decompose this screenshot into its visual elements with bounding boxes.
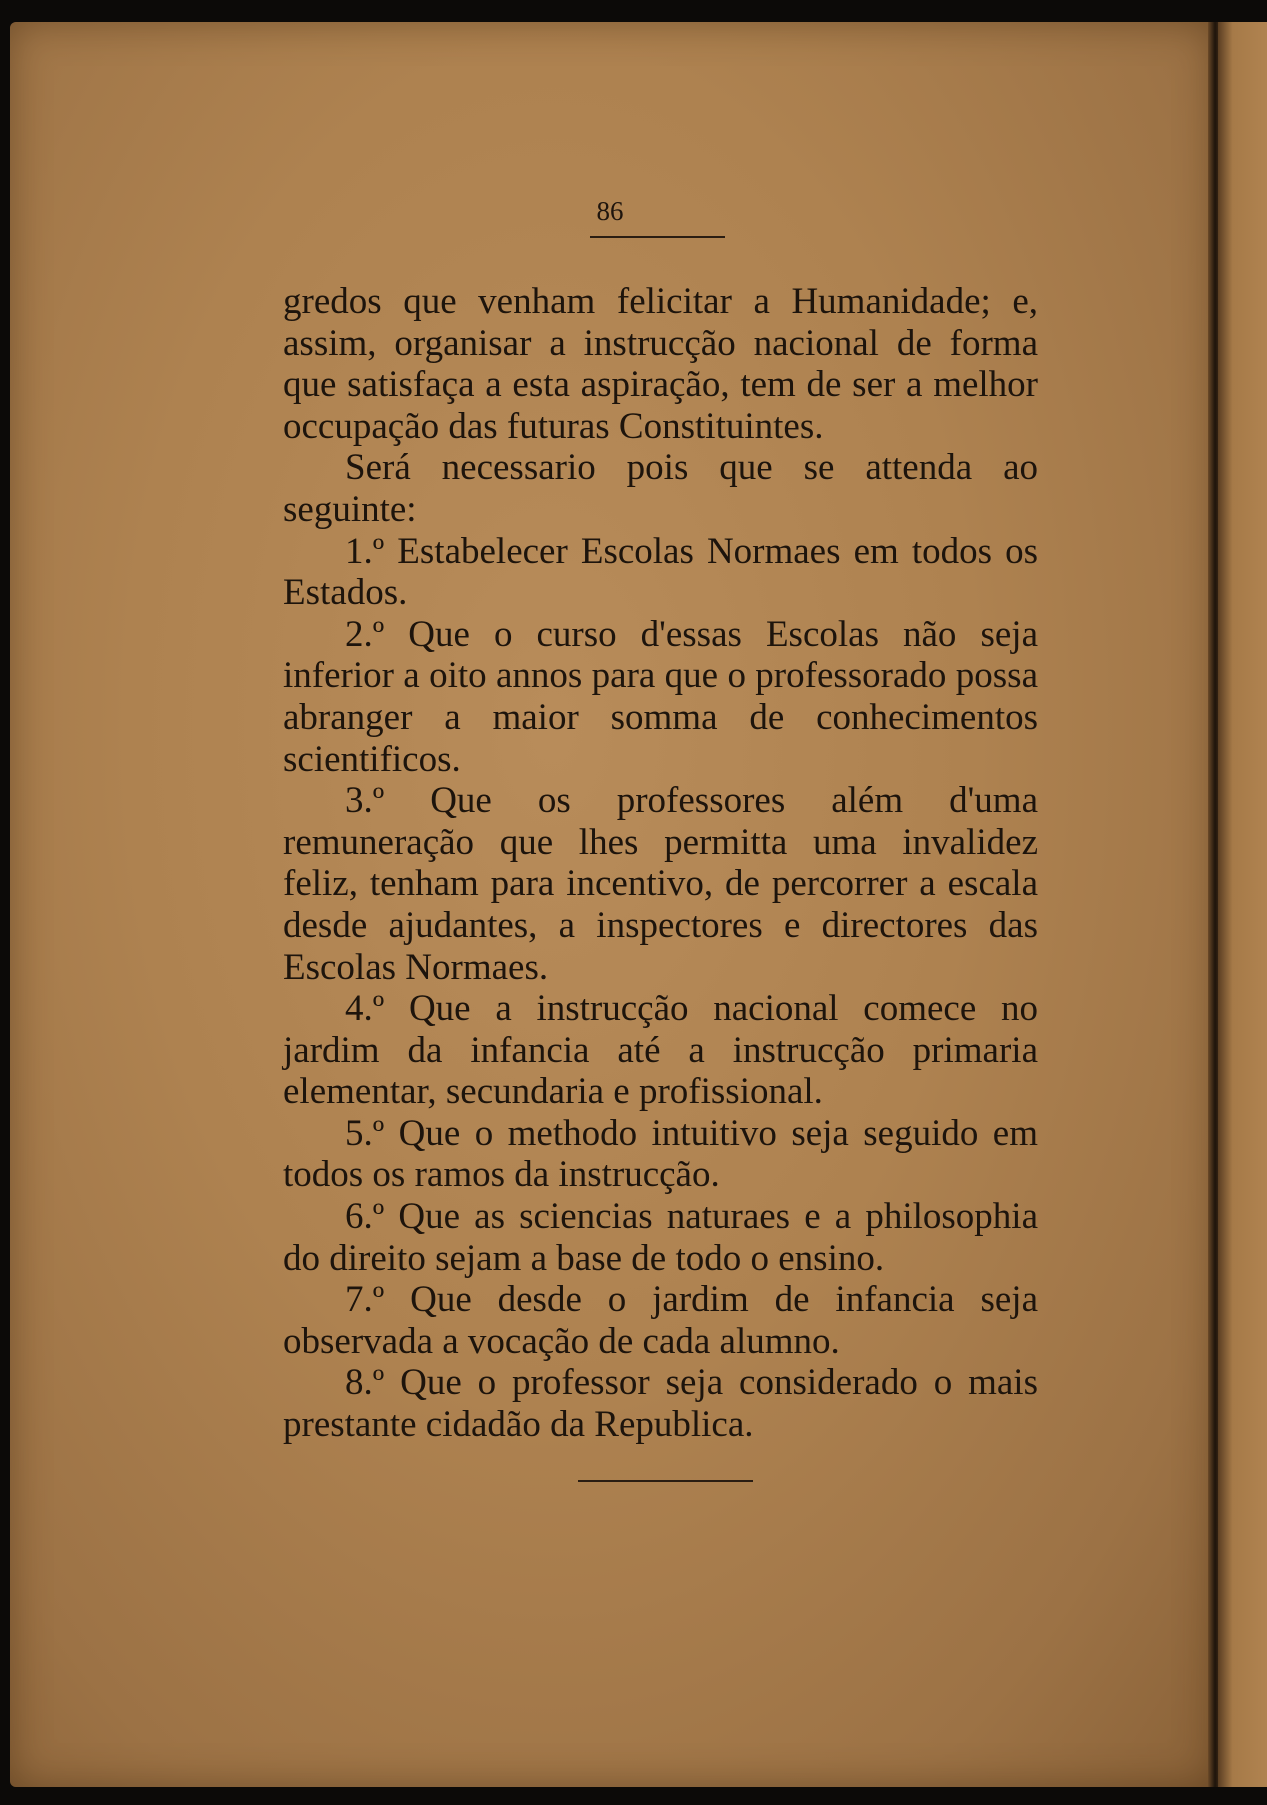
header-rule (590, 236, 725, 238)
list-item-3: 3.º Que os professores além d'uma remuneração que lhes permitta uma invalidez feliz, tenham para incentivo, de percorrer a escala desde ajudantes, a inspectores e directores das Escolas Normaes. (283, 780, 1038, 988)
page-number: 86 (596, 196, 624, 226)
list-item-8: 8.º Que o professor seja considerado o mais prestante cidadão da Republica. (283, 1362, 1038, 1446)
body-text (283, 281, 1038, 1446)
list-item-2: 2.º Que o curso d'essas Escolas não seja inferior a oito annos para que o professorado possa abranger a maior somma de conhecimentos scientificos. (283, 613, 1038, 780)
list-item-1: 1.º Estabelecer Escolas Normaes em todos os Estados. (283, 530, 1038, 614)
list-item-6: 6.º Que as sciencias naturaes e a philosophia do direito sejam a base de todo o ensino. (283, 1196, 1038, 1279)
paragraph-intro: Será necessario pois que se attenda ao seguinte: (283, 447, 1038, 530)
list-item-5: 5.º Que o methodo intuitivo seja seguido em todos os ramos da instrucção. (283, 1112, 1038, 1196)
adjacent-page-edge (1218, 22, 1267, 1787)
list-item-7: 7.º Que desde o jardim de infancia seja observada a vocação de cada alumno. (283, 1279, 1038, 1362)
footer-rule (578, 1480, 753, 1482)
list-item-4: 4.º Que a instrucção nacional comece no jardim da infancia até a instrucção primaria elementar, secundaria e profissional. (283, 988, 1038, 1113)
paragraph-continuation: gredos que venham felicitar a Humanidade; e, assim, organisar a instrucção nacional de forma que satisfaça a esta aspiração, tem de ser a melhor occupação das futuras Constituintes. (283, 281, 1038, 447)
